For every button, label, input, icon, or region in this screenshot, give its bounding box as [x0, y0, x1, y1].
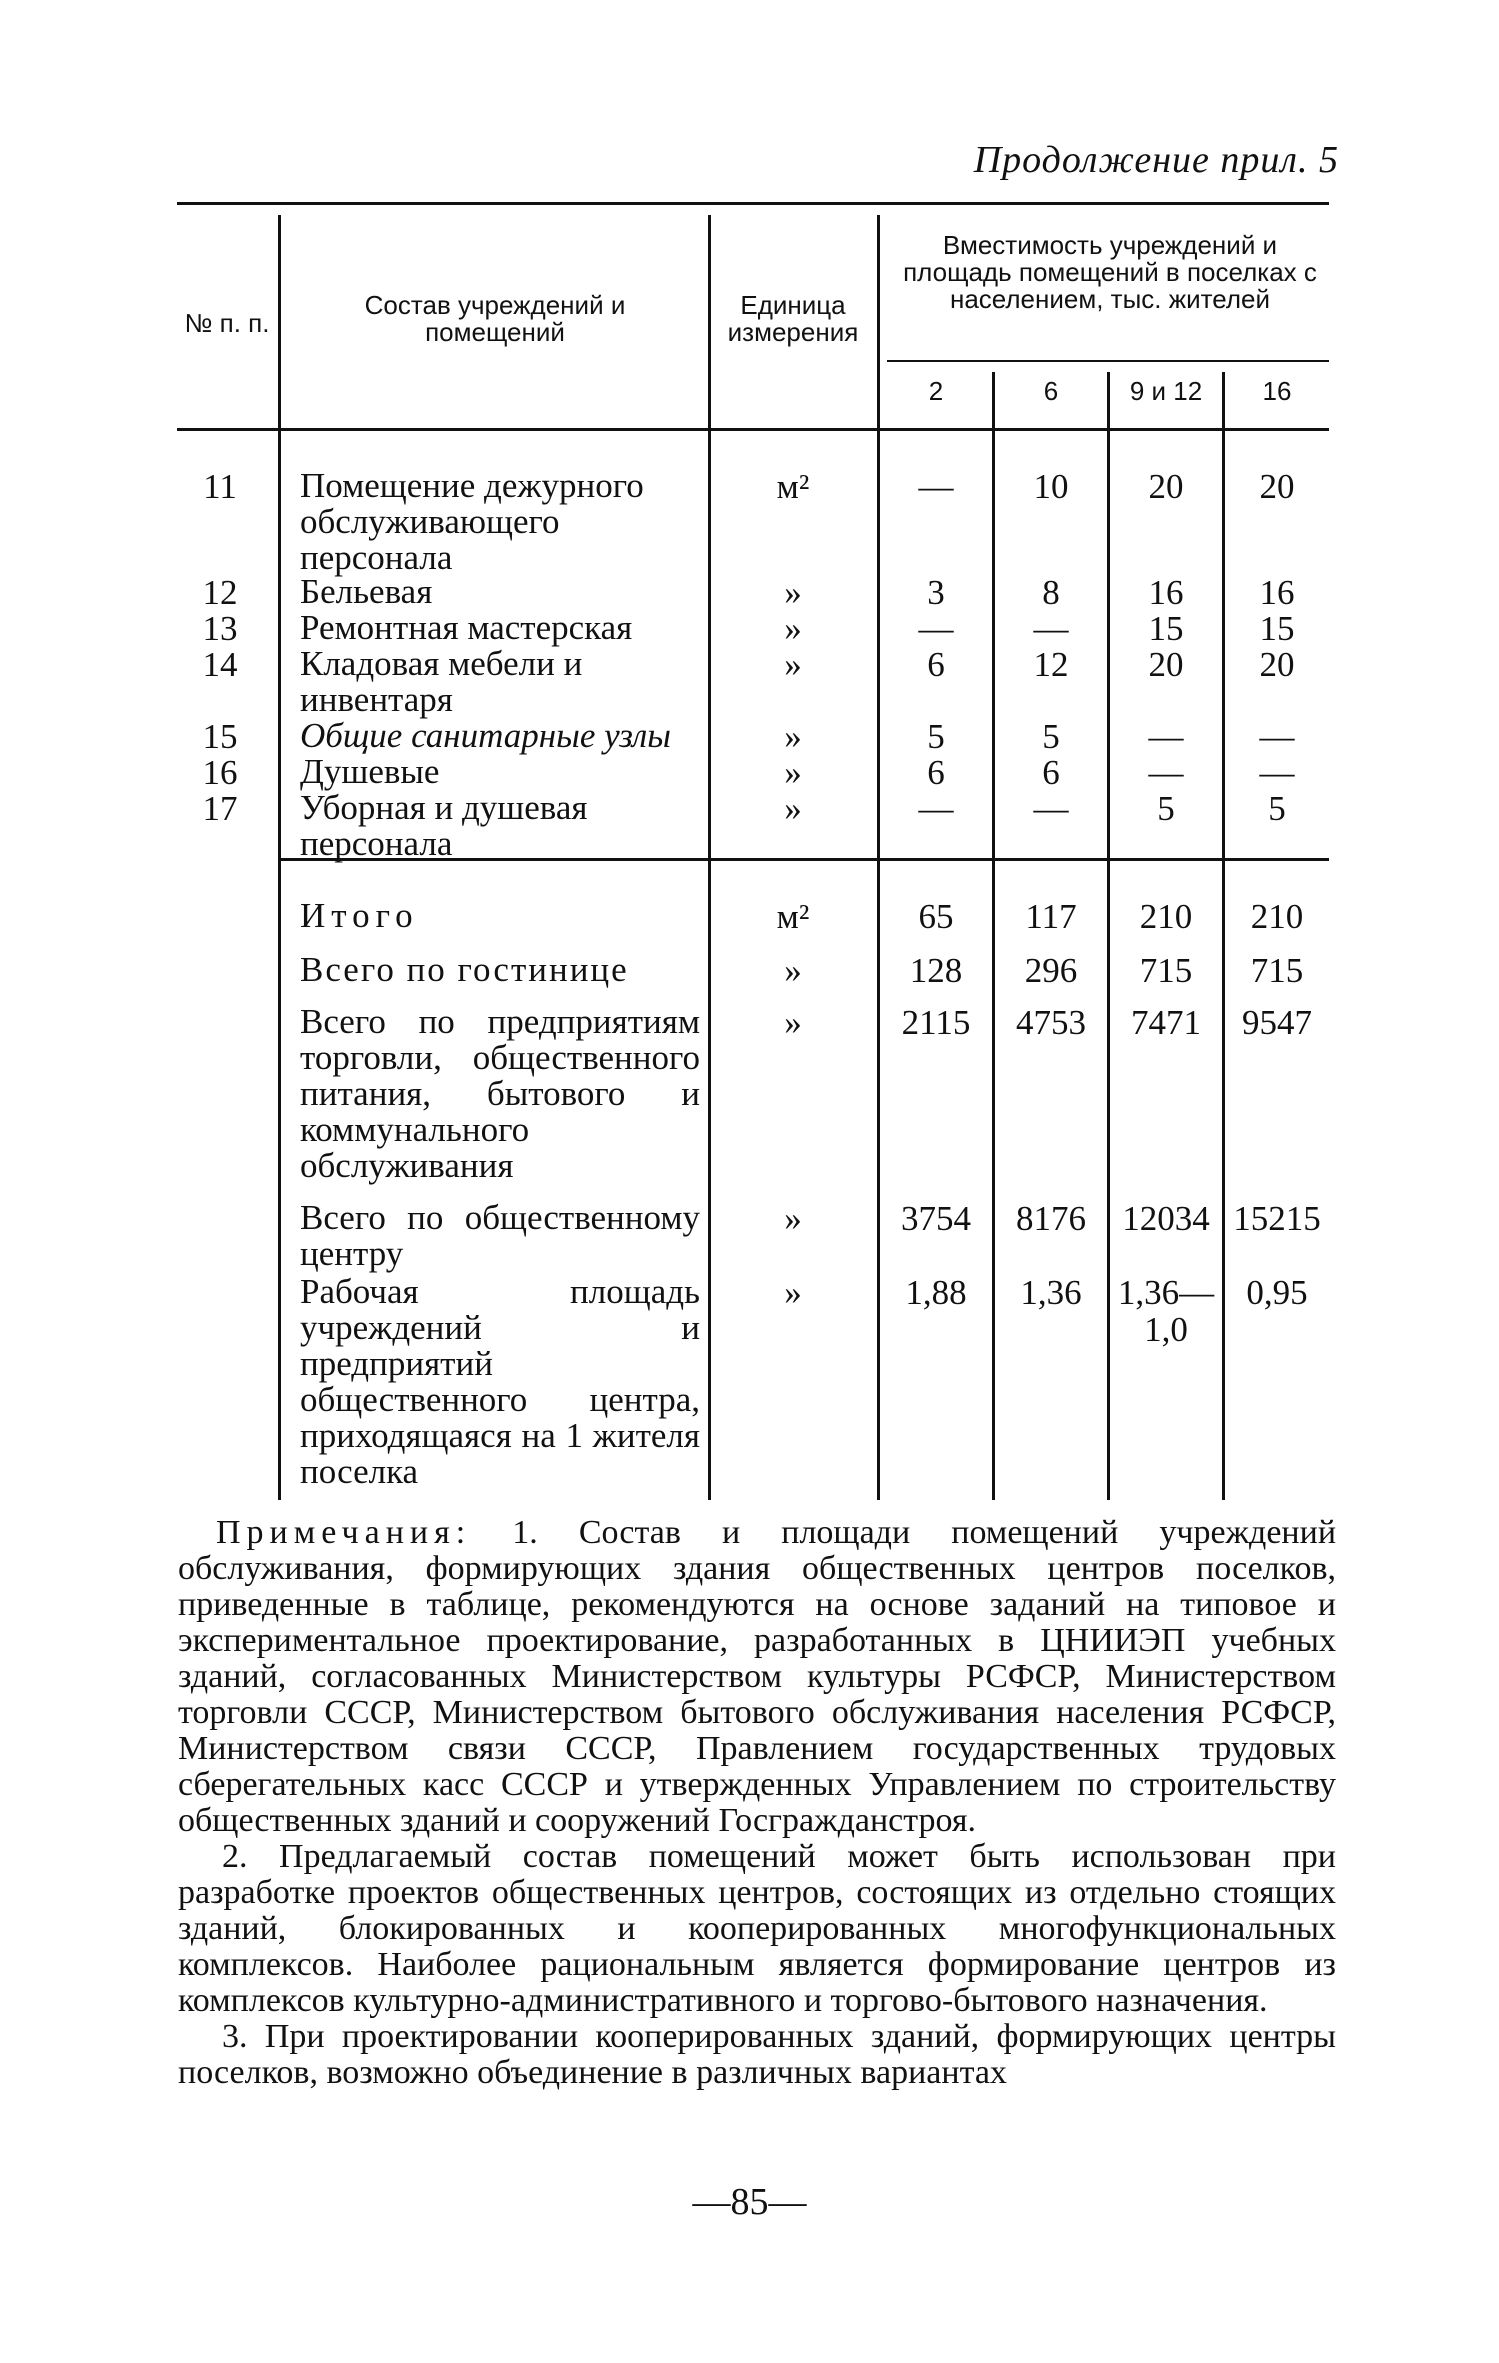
row-unit: » [784, 573, 802, 612]
total-name: Всего по общественному центру [300, 1198, 700, 1273]
row-value: 6 [927, 753, 945, 792]
row-name: Общие санитарные узлы [300, 716, 671, 755]
note-3: 3. При проектировании кооперированных зданий, формирующих центры поселков, возможно объединение в различных вариантах [178, 2018, 1336, 2091]
total-unit: » [784, 1199, 802, 1238]
total-value: 715 [1250, 951, 1304, 990]
row-value: 5 [1268, 789, 1286, 828]
total-unit: м² [776, 897, 810, 936]
row-value: 10 [1033, 467, 1069, 506]
row-value: 16 [1148, 573, 1184, 612]
page-number: —85— [692, 2181, 807, 2223]
row-no: 12 [202, 573, 238, 612]
row-value: 20 [1259, 645, 1295, 684]
total-name: Всего по предприятиям торговли, общественного питания, бытового и коммунального обслуживания [300, 1002, 700, 1185]
row-no: 17 [202, 789, 238, 828]
row-value: — [1259, 753, 1295, 792]
table-top-rule [177, 202, 1329, 205]
note-1-text: 1. Состав и площади помещений учреждений обслуживания, формирующих здания общественных центров поселков, приведенные в таблице, рекомендуются на основе заданий на типовое и экспериментальное проектирование, разработанных в ЦНИИЭП учебных зданий, согласованных Министерством культуры РСФСР, Министерством торговли СССР, Министерством бытового обслуживания населения РСФСР, Министерством связи СССР, Правлением государственных трудовых сберегательных касс СССР и утвержденных Управлением по строительству общественных зданий и сооружений Госгражданстроя. [178, 1514, 1337, 1839]
row-value: 20 [1148, 645, 1184, 684]
row-value: 6 [1042, 753, 1060, 792]
total-name: Рабочая площадь учреждений и предприятий общественного центра, приходящаяся на 1 жителя поселка [300, 1272, 700, 1491]
row-value: 5 [927, 717, 945, 756]
row-value: — [918, 789, 954, 828]
total-value: 8176 [1016, 1199, 1086, 1238]
row-unit: » [784, 609, 802, 648]
row-value: 12 [1033, 645, 1069, 684]
row-value: — [1259, 717, 1295, 756]
total-value: 15215 [1233, 1199, 1321, 1238]
total-value: 1,88 [905, 1273, 967, 1312]
row-unit: м² [776, 467, 810, 506]
row-value: 15 [1148, 609, 1184, 648]
total-value: 9547 [1242, 1003, 1312, 1042]
row-value: — [1148, 717, 1184, 756]
row-value: 15 [1259, 609, 1295, 648]
total-value: 12034 [1122, 1199, 1210, 1238]
row-value: — [1033, 789, 1069, 828]
col-divider-2 [708, 215, 711, 1500]
row-name: Кладовая мебели и инвентаря [300, 644, 583, 719]
row-value: 20 [1148, 467, 1184, 506]
row-name: Ремонтная мастерская [300, 608, 633, 647]
total-value: 0,95 [1246, 1273, 1308, 1312]
total-name: Всего по гостинице [300, 950, 629, 989]
row-no: 15 [202, 717, 238, 756]
col-divider-1 [278, 215, 281, 1500]
total-value: 210 [1250, 897, 1304, 936]
row-no: 11 [203, 467, 237, 506]
note-1 [178, 1515, 1336, 1839]
header-sub-9-12: 9 и 12 [1129, 376, 1203, 406]
row-no: 13 [202, 609, 238, 648]
header-capacity: Вместимость учреждений и площадь помещений в поселках с населением, тыс. жителей [903, 230, 1317, 314]
total-unit: » [784, 1003, 802, 1042]
total-name: Итого [300, 896, 419, 935]
row-value: — [918, 467, 954, 506]
row-unit: » [784, 753, 802, 792]
row-value: 6 [927, 645, 945, 684]
notes-title: Примечания: [216, 1514, 472, 1551]
total-value: 7471 [1131, 1003, 1201, 1042]
row-value: 20 [1259, 467, 1295, 506]
row-no: 14 [202, 645, 238, 684]
row-unit: » [784, 717, 802, 756]
row-name: Уборная и душевая персонала [300, 788, 588, 863]
subheader-rule [887, 360, 1329, 362]
row-value: 8 [1042, 573, 1060, 612]
row-value: — [1033, 609, 1069, 648]
row-name: Помещение дежурного обслуживающего персонала [300, 466, 644, 577]
col-divider-4 [992, 372, 995, 1500]
note-2: 2. Предлагаемый состав помещений может быть использован при разработке проектов общественных центров, состоящих из отдельно стоящих зданий, блокированных и кооперированных многофункциональных комплексов. Наиболее рациональным является формирование центров из комплексов культурно-административного и торгово-бытового назначения. [178, 1838, 1336, 2019]
col-divider-6 [1222, 372, 1225, 1500]
header-sub-2: 2 [928, 376, 944, 406]
row-value: 5 [1157, 789, 1175, 828]
total-value: 1,36 [1020, 1273, 1082, 1312]
total-value: 210 [1139, 897, 1193, 936]
total-value: 3754 [901, 1199, 971, 1238]
row-value: 5 [1042, 717, 1060, 756]
total-value: 4753 [1016, 1003, 1086, 1042]
header-no: № п. п. [184, 308, 270, 338]
total-value: 1,36—1,0 [1117, 1273, 1215, 1349]
total-value: 2115 [901, 1003, 971, 1042]
total-value: 65 [918, 897, 954, 936]
row-name: Душевые [300, 752, 440, 791]
header-name: Состав учреждений и помещений [364, 290, 626, 347]
header-sub-6: 6 [1043, 376, 1059, 406]
row-value: 3 [927, 573, 945, 612]
total-value: 128 [909, 951, 963, 990]
row-no: 16 [202, 753, 238, 792]
continuation-label: Продолжение прил. 5 [973, 139, 1339, 181]
total-unit: » [784, 1273, 802, 1312]
row-value: — [1148, 753, 1184, 792]
row-unit: » [784, 789, 802, 828]
total-value: 117 [1025, 897, 1077, 936]
row-value: 16 [1259, 573, 1295, 612]
total-value: 715 [1139, 951, 1193, 990]
row-unit: » [784, 645, 802, 684]
header-unit: Единица измерения [727, 290, 859, 347]
row-name: Бельевая [300, 572, 433, 611]
row-value: — [918, 609, 954, 648]
total-unit: » [784, 951, 802, 990]
header-sub-16: 16 [1262, 376, 1292, 406]
header-bottom-rule [177, 428, 1329, 431]
total-value: 296 [1024, 951, 1078, 990]
notes-block [178, 1515, 1336, 2091]
